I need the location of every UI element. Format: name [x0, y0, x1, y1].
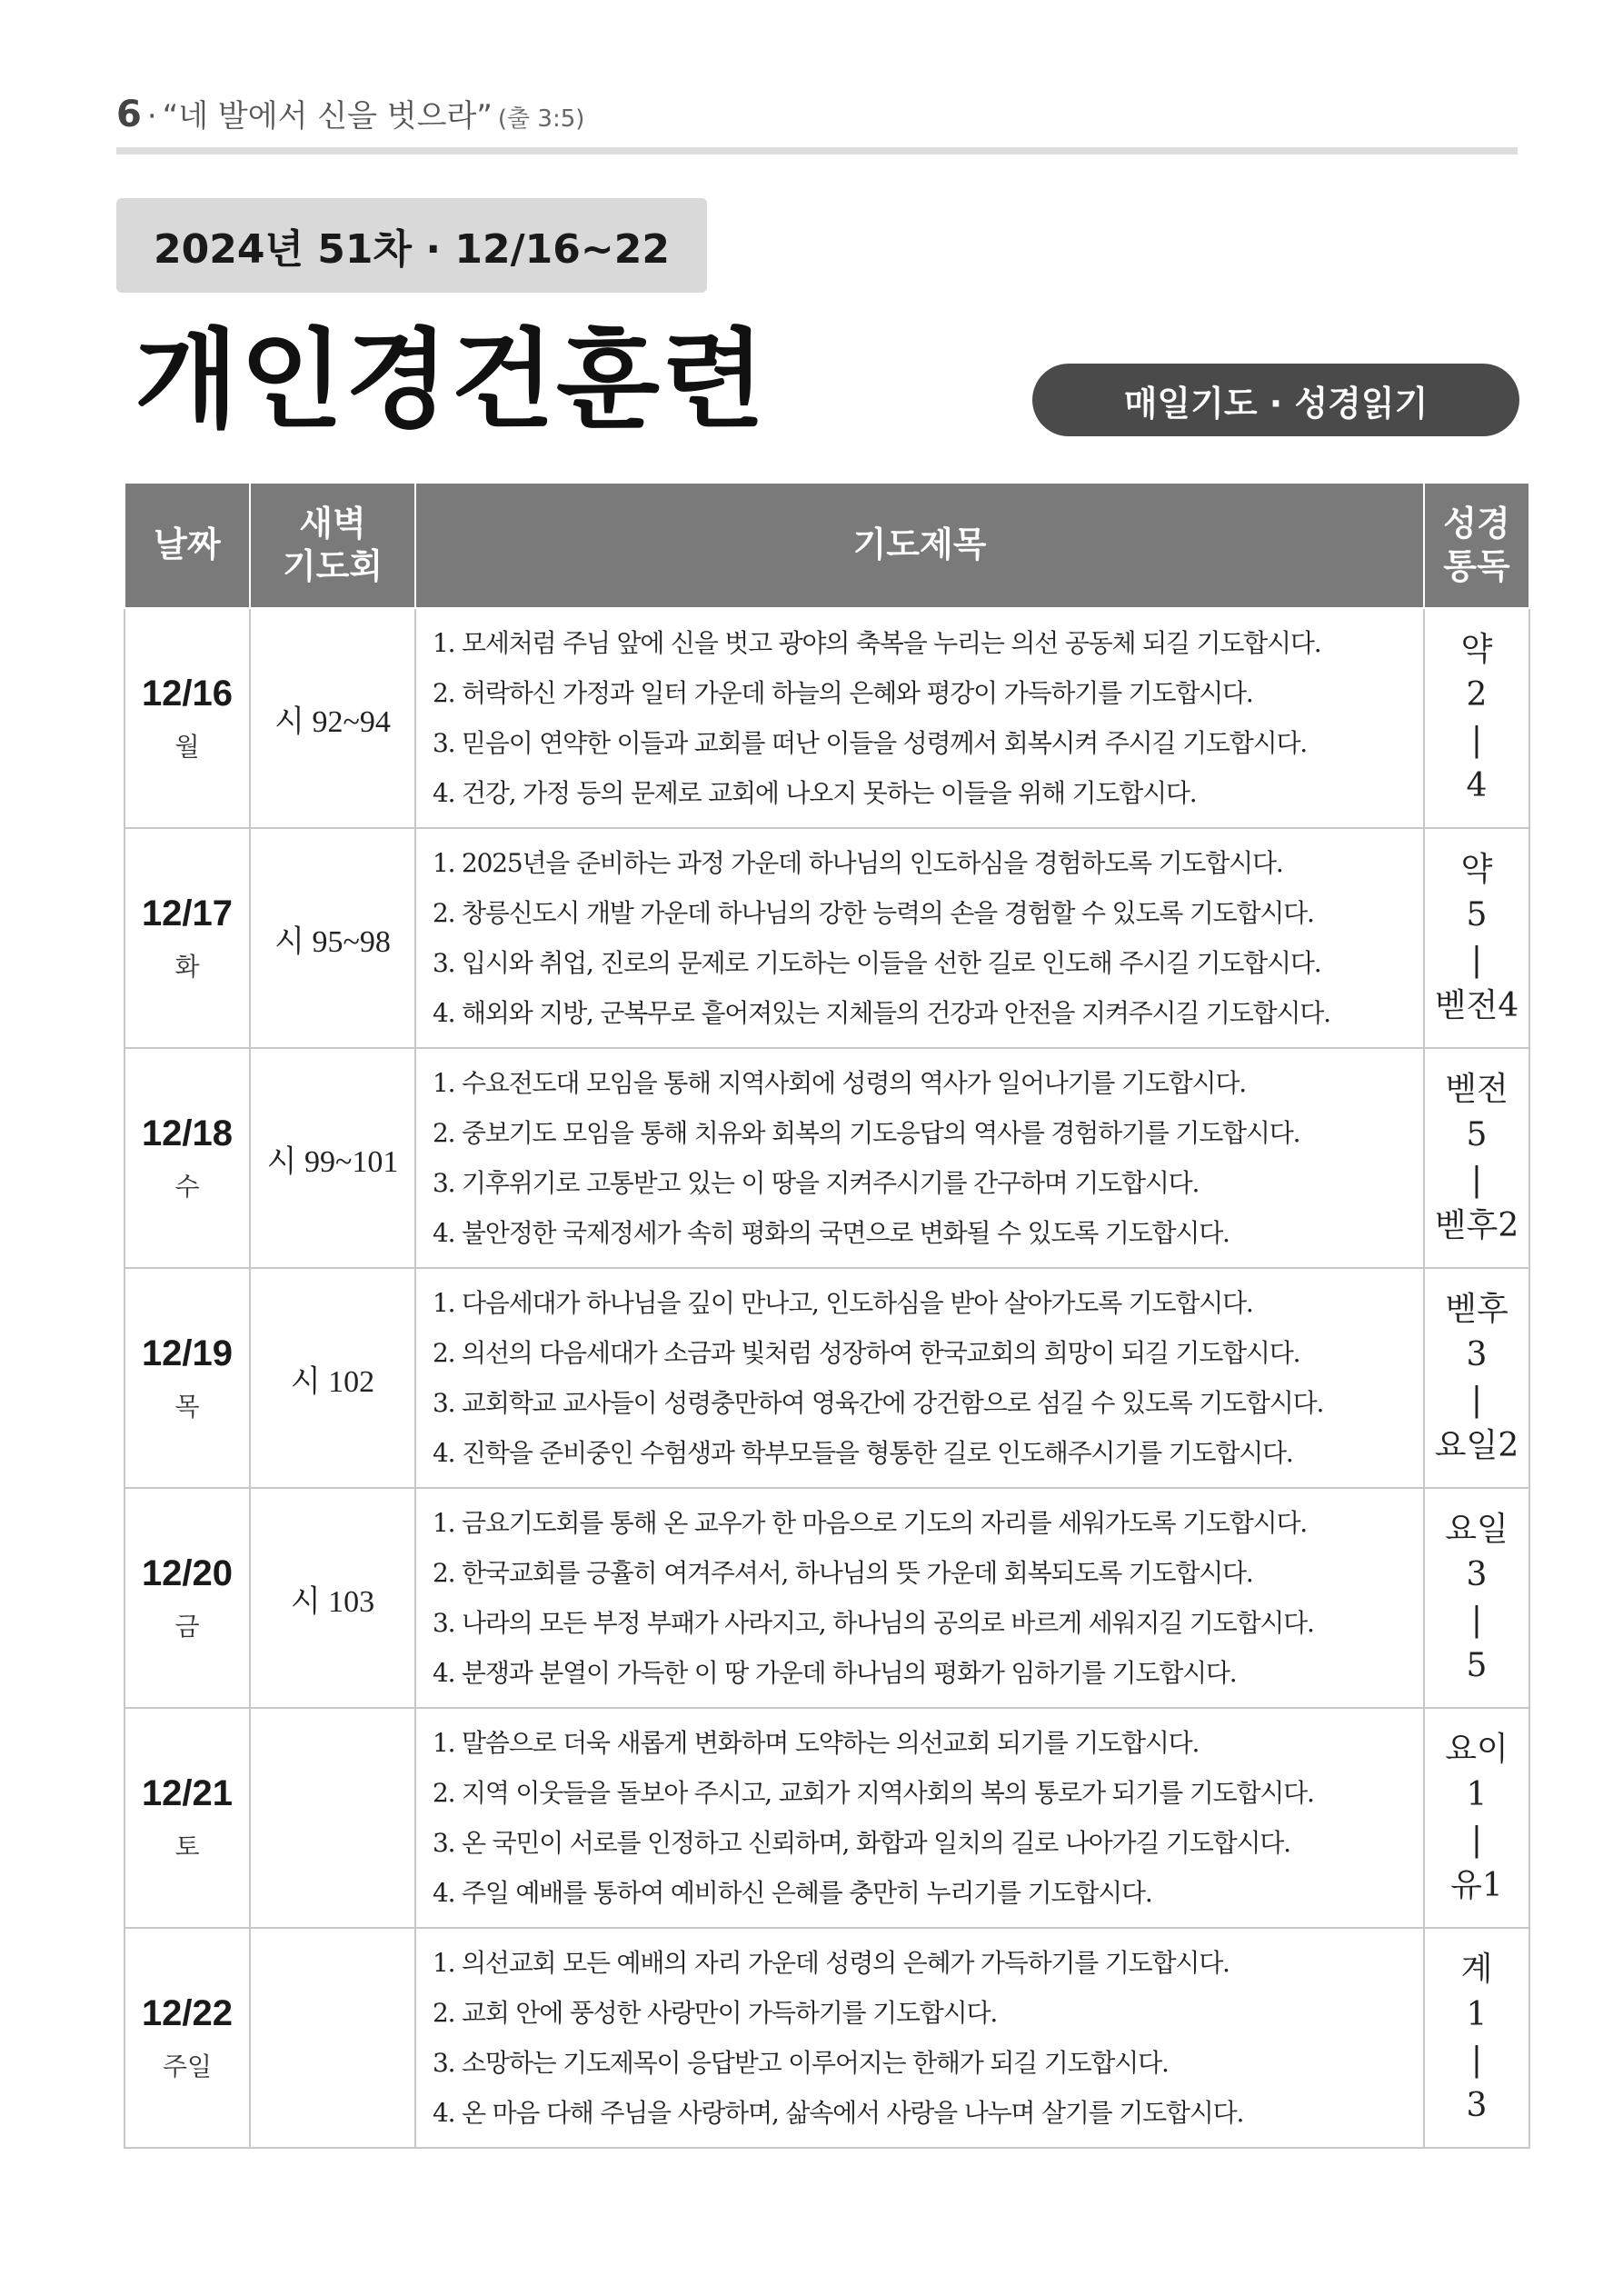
table-row [124, 1488, 1529, 1708]
prayer-item: 4. 온 마음 다해 주님을 사랑하며, 삶속에서 사랑을 나누며 살기를 기도합시다. [433, 2098, 1244, 2128]
date-cell [124, 1928, 250, 2148]
dawn-prayer-passage: 시 99~101 [250, 1048, 415, 1268]
prayer-topics-cell [415, 608, 1424, 828]
header-date-label: 날짜 [154, 524, 221, 565]
bible-reading-part: 3 [1466, 1336, 1488, 1373]
date-cell [124, 828, 250, 1048]
dawn-prayer-passage: 시 102 [250, 1268, 415, 1488]
bible-reading-part: 약 [1460, 631, 1493, 668]
prayer-item: 2. 지역 이웃들을 돌보아 주시고, 교회가 지역사회의 복의 통로가 되기를 기도합시다. [433, 1778, 1314, 1808]
prayer-item: 3. 온 국민이 서로를 인정하고 신뢰하며, 화합과 일치의 길로 나아가길 기도합시다. [433, 1828, 1290, 1858]
prayer-item: 1. 다음세대가 하나님을 깊이 만나고, 인도하심을 받아 살아가도록 기도합시다. [433, 1288, 1253, 1318]
header-bible-line2: 통독 [1443, 546, 1510, 586]
weekday-label: 화 [174, 951, 200, 982]
page-number: 6 [116, 94, 142, 135]
prayer-topics-cell [415, 1708, 1424, 1928]
prayer-item: 2. 창릉신도시 개발 가운데 하나님의 강한 능력의 손을 경험할 수 있도록 기도합시다. [433, 898, 1314, 928]
weekday-label: 수 [174, 1171, 200, 1202]
prayer-item: 3. 기후위기로 고통받고 있는 이 땅을 지켜주시기를 간구하며 기도합시다. [433, 1168, 1200, 1198]
date-cell [124, 1708, 250, 1928]
table-row [124, 1048, 1529, 1268]
prayer-item: 2. 의선의 다음세대가 소금과 빛처럼 성장하여 한국교회의 희망이 되길 기도합시다. [433, 1338, 1300, 1368]
prayer-topics-cell [415, 1268, 1424, 1488]
bible-reading-part: 요일 [1445, 1511, 1508, 1548]
dawn-prayer-passage [250, 1928, 415, 2148]
section-pill: 매일기도 · 성경읽기 [1032, 364, 1519, 436]
table-row [124, 828, 1529, 1048]
table-row [124, 1708, 1529, 1928]
date-value: 12/21 [141, 1772, 234, 1813]
header-date [124, 483, 250, 608]
bible-reading-part: 5 [1466, 1647, 1488, 1684]
prayer-item: 4. 분쟁과 분열이 가득한 이 땅 가운데 하나님의 평화가 임하기를 기도합시다. [433, 1658, 1237, 1688]
header-dawn-line2: 기도회 [282, 546, 383, 586]
bible-reading-part: 벧전4 [1434, 987, 1519, 1024]
prayer-item: 1. 2025년을 준비하는 과정 가운데 하나님의 인도하심을 경험하도록 기도합시다. [433, 848, 1283, 878]
table-row [124, 608, 1529, 828]
prayer-list [433, 1718, 1412, 1918]
prayer-item: 3. 입시와 취업, 진로의 문제로 기도하는 이들을 선한 길로 인도해 주시길 기도합시다. [433, 948, 1321, 978]
bible-reading-cell [1424, 1268, 1529, 1488]
prayer-topics-cell [415, 1928, 1424, 2148]
bible-reading-part: 벧후 [1445, 1291, 1508, 1328]
running-header [116, 91, 584, 138]
prayer-item: 2. 중보기도 모임을 통해 치유와 회복의 기도응답의 역사를 경험하기를 기도합시다. [433, 1118, 1300, 1148]
prayer-item: 3. 믿음이 연약한 이들과 교회를 떠난 이들을 성령께서 회복시켜 주시길 기도합시다. [433, 728, 1308, 758]
bible-reading-part: 계 [1460, 1951, 1493, 1988]
header-prayer-label: 기도제목 [852, 524, 987, 565]
page-title: 개인경건훈련 [134, 317, 767, 443]
date-value: 12/16 [141, 673, 234, 714]
bible-reading-cell [1424, 1928, 1529, 2148]
date-value: 12/17 [141, 893, 234, 933]
prayer-list [433, 1498, 1412, 1698]
header-bible-reading [1424, 483, 1529, 608]
weekday-label: 주일 [162, 2051, 213, 2081]
date-cell [124, 1488, 250, 1708]
prayer-item: 3. 나라의 모든 부정 부패가 사라지고, 하나님의 공의로 바르게 세워지길 기도합시다. [433, 1608, 1314, 1638]
prayer-item: 2. 교회 안에 풍성한 사랑만이 가득하기를 기도합시다. [433, 1998, 998, 2028]
bible-reading-part: 1 [1466, 1996, 1488, 2033]
bible-reading-part: 벧후2 [1434, 1207, 1519, 1244]
prayer-item: 2. 한국교회를 긍휼히 여겨주셔서, 하나님의 뜻 가운데 회복되도록 기도합시다. [433, 1558, 1253, 1588]
bible-reading-cell [1424, 1708, 1529, 1928]
bible-reading-cell [1424, 828, 1529, 1048]
dawn-prayer-passage [250, 1708, 415, 1928]
table-header-row [124, 483, 1529, 608]
bible-reading-part: | [1470, 1162, 1483, 1199]
dawn-prayer-passage: 시 95~98 [250, 828, 415, 1048]
prayer-item: 4. 불안정한 국제정세가 속히 평화의 국면으로 변화될 수 있도록 기도합시다. [433, 1218, 1230, 1248]
prayer-item: 1. 의선교회 모든 예배의 자리 가운데 성령의 은혜가 가득하기를 기도합시다. [433, 1948, 1230, 1978]
prayer-item: 1. 모세처럼 주님 앞에 신을 벗고 광야의 축복을 누리는 의선 공동체 되길 기도합시다. [433, 628, 1321, 658]
weekday-label: 목 [174, 1391, 200, 1422]
table-row [124, 1928, 1529, 2148]
header-prayer-topics [415, 483, 1424, 608]
prayer-item: 1. 말씀으로 더욱 새롭게 변화하며 도약하는 의선교회 되기를 기도합시다. [433, 1728, 1200, 1758]
table-row [124, 1268, 1529, 1488]
prayer-schedule-table [124, 482, 1530, 2149]
bible-reading-part: 유1 [1450, 1867, 1503, 1904]
prayer-item: 4. 건강, 가정 등의 문제로 교회에 나오지 못하는 이들을 위해 기도합시다. [433, 778, 1197, 808]
header-separator: · [146, 98, 157, 135]
weekday-label: 토 [174, 1831, 200, 1862]
dawn-prayer-passage: 시 92~94 [250, 608, 415, 828]
bible-reading-part: 벧전 [1445, 1071, 1508, 1108]
bible-reading-part: 1 [1466, 1776, 1488, 1813]
bible-reading-part: | [1470, 1382, 1483, 1419]
bible-reading-part: 약 [1460, 851, 1493, 888]
bible-reading-part: | [1470, 942, 1483, 979]
bible-reading-part: 5 [1466, 896, 1488, 933]
bible-reading-part: 3 [1466, 1556, 1488, 1593]
prayer-item: 1. 수요전도대 모임을 통해 지역사회에 성령의 역사가 일어나기를 기도합시다. [433, 1068, 1246, 1098]
prayer-item: 4. 주일 예배를 통하여 예비하신 은혜를 충만히 누리기를 기도합시다. [433, 1878, 1152, 1908]
header-dawn-prayer [250, 483, 415, 608]
prayer-item: 4. 진학을 준비중인 수험생과 학부모들을 형통한 길로 인도해주시기를 기도합시다. [433, 1438, 1293, 1468]
prayer-list [433, 838, 1412, 1038]
bible-reading-cell [1424, 1048, 1529, 1268]
prayer-list [433, 618, 1412, 818]
header-dawn-line1: 새벽 [299, 503, 366, 544]
table-body [124, 608, 1529, 2148]
prayer-list [433, 1938, 1412, 2138]
weekday-label: 금 [174, 1611, 200, 1642]
prayer-item: 3. 소망하는 기도제목이 응답받고 이루어지는 한해가 되길 기도합시다. [433, 2048, 1169, 2078]
bible-reading-part: 4 [1466, 767, 1488, 804]
header-reference: (출 3:5) [497, 105, 585, 133]
bible-reading-cell [1424, 1488, 1529, 1708]
prayer-list [433, 1058, 1412, 1258]
weekday-label: 월 [174, 731, 200, 762]
bible-reading-part: 2 [1466, 676, 1488, 714]
dawn-prayer-passage: 시 103 [250, 1488, 415, 1708]
bible-reading-part: | [1470, 2041, 1483, 2079]
prayer-item: 4. 해외와 지방, 군복무로 흩어져있는 지체들의 건강과 안전을 지켜주시길 기도합시다. [433, 998, 1330, 1028]
edition-label: 2024년 51차 · 12/16~22 [116, 198, 707, 293]
bible-reading-part: 요이 [1445, 1731, 1508, 1768]
date-value: 12/20 [141, 1552, 234, 1593]
prayer-item: 3. 교회학교 교사들이 성령충만하여 영육간에 강건함으로 섬길 수 있도록 기도합시다. [433, 1388, 1324, 1418]
bible-reading-part: | [1470, 1602, 1483, 1639]
prayer-list [433, 1278, 1412, 1478]
header-quote: “네 발에서 신을 벗으라” [162, 98, 493, 135]
bible-reading-part: 요일2 [1434, 1427, 1519, 1464]
date-value: 12/22 [141, 1992, 234, 2033]
bible-reading-cell [1424, 608, 1529, 828]
header-bible-line1: 성경 [1443, 503, 1510, 544]
date-value: 12/19 [141, 1333, 234, 1373]
bible-reading-part: 5 [1466, 1116, 1488, 1153]
bible-reading-part: | [1470, 722, 1483, 759]
prayer-item: 2. 허락하신 가정과 일터 가운데 하늘의 은혜와 평강이 가득하기를 기도합시다. [433, 678, 1253, 708]
prayer-topics-cell [415, 1048, 1424, 1268]
date-cell [124, 1048, 250, 1268]
prayer-topics-cell [415, 1488, 1424, 1708]
prayer-item: 1. 금요기도회를 통해 온 교우가 한 마음으로 기도의 자리를 세워가도록 기도합시다. [433, 1508, 1308, 1538]
bible-reading-part: 3 [1466, 2087, 1488, 2124]
bible-reading-part: | [1470, 1822, 1483, 1859]
prayer-topics-cell [415, 828, 1424, 1048]
date-cell [124, 1268, 250, 1488]
header-divider [116, 147, 1518, 155]
date-value: 12/18 [141, 1113, 234, 1153]
date-cell [124, 608, 250, 828]
